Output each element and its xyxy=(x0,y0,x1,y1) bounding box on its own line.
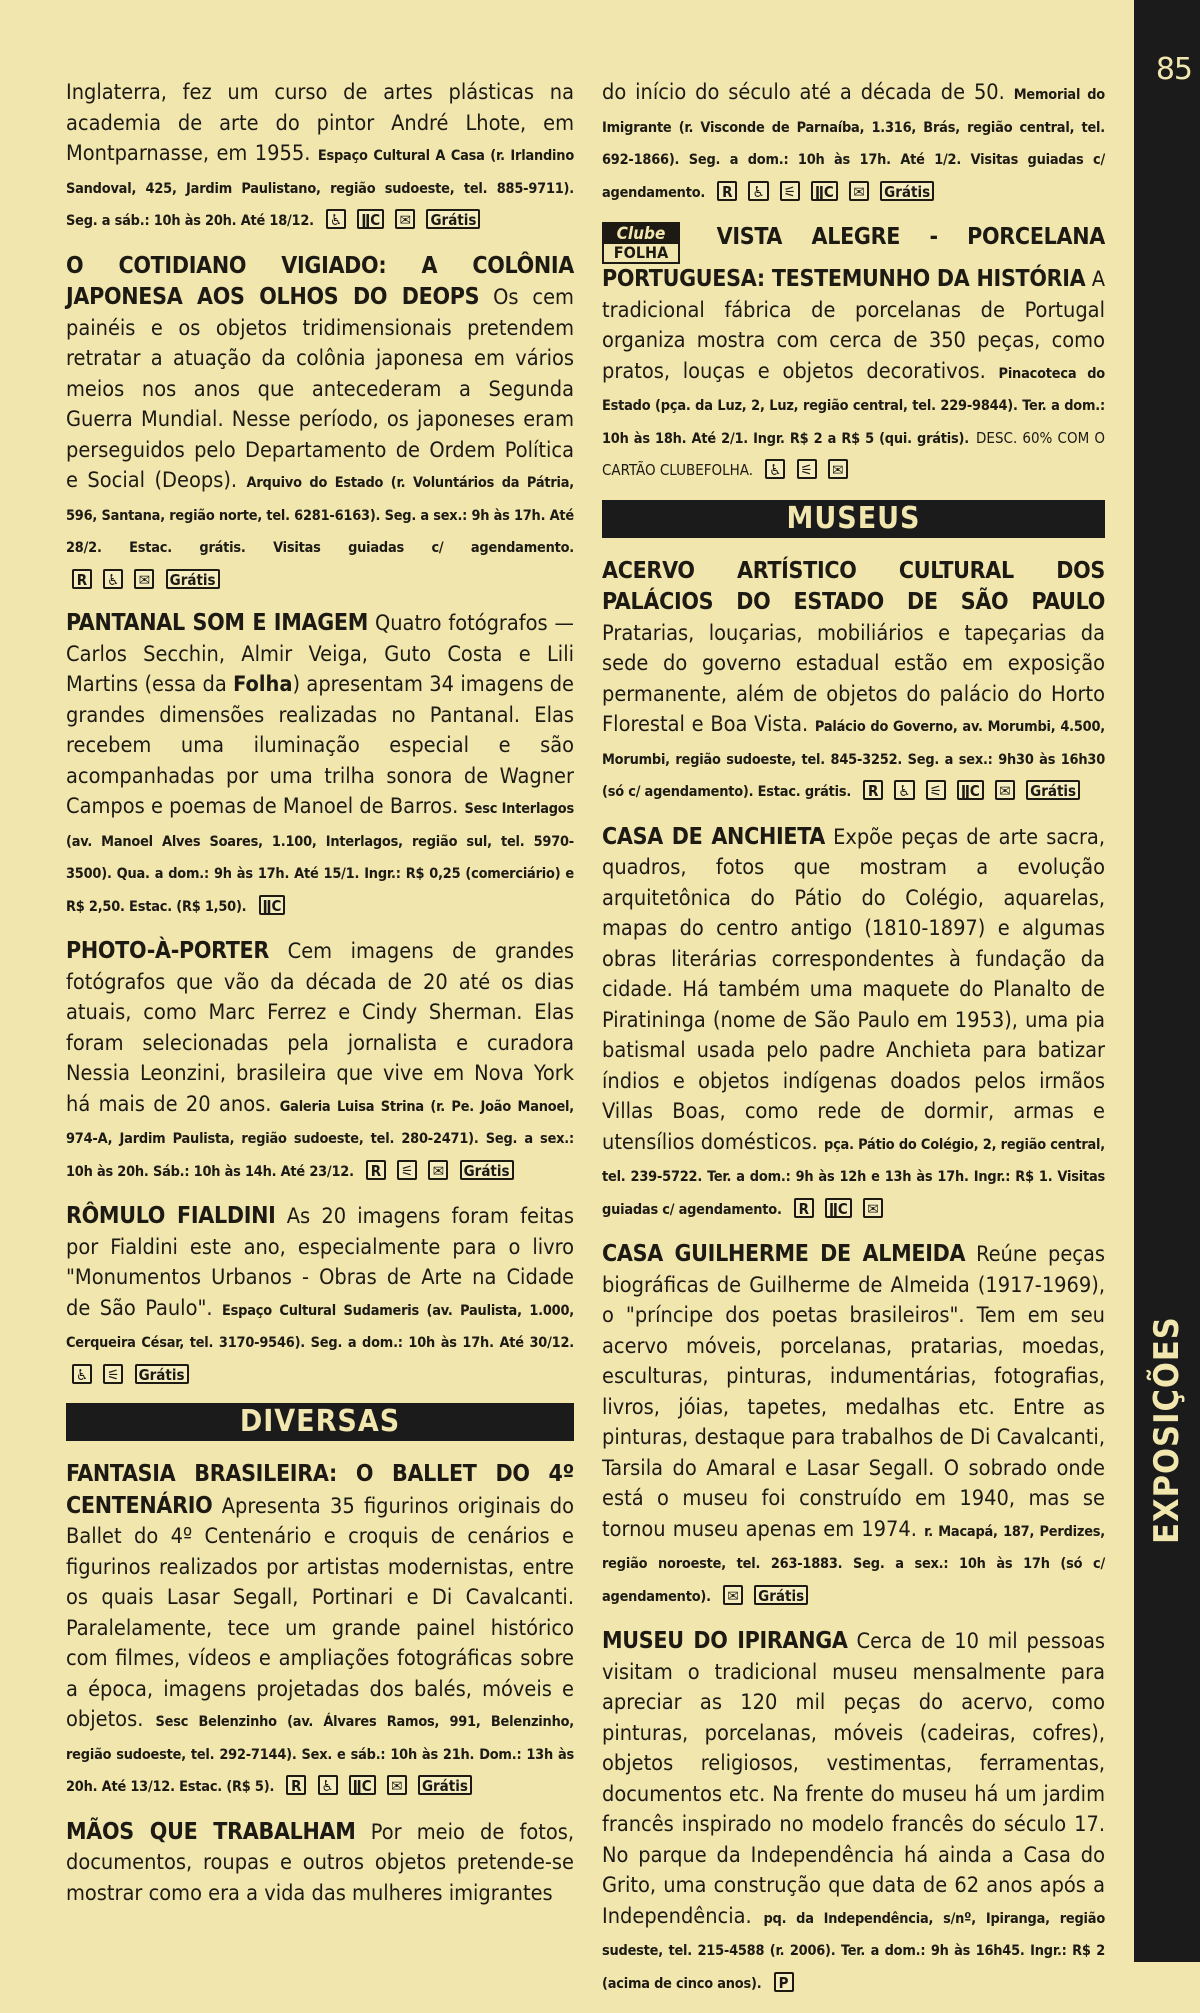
section-tab xyxy=(1138,1316,1196,1544)
logo-bottom: FOLHA xyxy=(613,243,669,262)
wheelchair-icon: ♿ xyxy=(748,181,768,201)
audio-icon: ǁC xyxy=(825,1198,852,1218)
entry-description: Por meio de fotos, documentos, roupas e outros objetos pretende-se mostrar como era a vida das mulheres imigrantes xyxy=(66,1819,574,1906)
wheelchair-icon: ♿ xyxy=(72,1364,92,1384)
category-banner: MUSEUS xyxy=(602,500,1105,538)
entry-venue: pça. Pátio do Colégio, 2, região central, tel. 239-5722. Ter. a dom.: 9h às 12h e 13h às 17h. Ingr.: R$ 1. Visitas guiadas c/ agendamento. xyxy=(602,1136,1106,1218)
mail-icon: ✉ xyxy=(723,1585,743,1605)
amenity-icons xyxy=(72,1361,194,1386)
entry-venue: Sesc Interlagos (av. Manoel Alves Soares, 1.100, Interlagos, região sul, tel. 5970-3500). Qua. a dom.: 9h às 17h. Até 15/1. Ingr.: R$ 0,25 (comerciário) e R$ 2,50. Estac. (R$ 1,50). xyxy=(66,801,575,915)
amenity-icons xyxy=(259,892,291,917)
audio-icon: ǁC xyxy=(957,780,984,800)
entry-venue: pq. da Independência, s/nº, Ipiranga, região sudeste, tel. 215-4588 (r. 2006). Ter. a dom.: 9h às 16h45. Ingr.: R$ 2 (acima de cinco anos). xyxy=(602,1910,1106,1992)
amenity-icons xyxy=(863,777,1085,802)
discount-note: DESC. 60% COM O CARTÃO CLUBEFOLHA. xyxy=(602,428,1106,479)
entry-description: Expõe peças de arte sacra, quadros, fotos que mostram a evolução arquitetônica do Pátio do Colégio, aquarelas, mapas do centro antigo (1810-1897) e algumas obras literárias correspondentes à fundação da cidade. Há também uma maquete do Planalto de Piratininga (nome de São Paulo em 1953), uma pia batismal usada pelo padre Anchieta para batizar índios e objetos indígenas doados pelos irmãos Villas Boas, como rede de dormir, armas e utensílios domésticos. xyxy=(602,824,1106,1155)
entry-title: ACERVO ARTÍSTICO CULTURAL DOS PALÁCIOS DO ESTADO DE SÃO PAULO xyxy=(602,557,1105,615)
free-icon: Grátis xyxy=(166,569,220,589)
accessibility-icon: ⚟ xyxy=(780,181,800,201)
entry-title: PHOTO-À-PORTER xyxy=(66,938,270,964)
listing-entry xyxy=(602,1239,1105,1612)
entry-description xyxy=(66,611,574,819)
entry-venue: Espaço Cultural A Casa (r. Irlandino Sandoval, 425, Jardim Paulistano, região sudoeste, tel. 885-9711). Seg. a sáb.: 10h às 20h. Até 18/12. xyxy=(66,148,575,229)
mail-icon: ✉ xyxy=(849,181,869,201)
entry-description: Reúne peças biográficas de Guilherme de Almeida (1917-1969), o "príncipe dos poetas brasileiros". Tem em seu acervo móveis, porcelanas, pratarias, moedas, esculturas, pinturas, indumentárias, fotografias, livros, jóias, tapetes, medalhas etc. Entre as pinturas, destaque para trabalhos de Di Cavalcanti, Tarsila do Amaral e Lasar Segall. O sobrado onde está o museu foi construído em 1940, mas se tornou museu apenas em 1974. xyxy=(602,1242,1105,1542)
amenity-icons xyxy=(286,1772,477,1797)
mail-icon: ✉ xyxy=(995,780,1015,800)
amenity-icons xyxy=(723,1582,813,1607)
listing-entry xyxy=(66,1817,574,1910)
audio-icon: ǁC xyxy=(259,895,286,915)
restaurant-icon: R xyxy=(717,181,737,201)
restaurant-icon: R xyxy=(794,1198,814,1218)
audio-icon: ǁC xyxy=(357,209,384,229)
entry-title: RÔMULO FIALDINI xyxy=(66,1203,276,1229)
mail-icon: ✉ xyxy=(863,1198,883,1218)
free-icon: Grátis xyxy=(754,1585,808,1605)
amenity-icons xyxy=(765,456,853,481)
entry-venue: Arquivo do Estado (r. Voluntários da Pátria, 596, Santana, região norte, tel. 6281-6163). Seg. a sex.: 9h às 17h. Até 28/2. Estac. grátis. Visitas guiadas c/ agendamento. xyxy=(66,475,575,556)
listing-entry xyxy=(602,556,1105,808)
category-banner: DIVERSAS xyxy=(66,1403,574,1441)
entry-description: Pratarias, louçarias, mobiliários e tapeçarias da sede do governo estadual estão em exposição permanente, além de objetos do palácio do Horto Florestal e Boa Vista. xyxy=(602,620,1105,737)
entry-description: do início do século até a década de 50. xyxy=(602,80,1005,105)
amenity-icons xyxy=(366,1157,519,1182)
logo-top: Clube xyxy=(604,224,678,244)
free-icon: Grátis xyxy=(460,1160,514,1180)
audio-icon: ǁC xyxy=(349,1775,376,1795)
entry-venue: Galeria Luisa Strina (r. Pe. João Manoel, 974-A, Jardim Paulista, região sudoeste, tel. 280-2471). Seg. a sex.: 10h às 20h. Sáb.: 10h às 14h. Até 23/12. xyxy=(66,1098,574,1180)
audio-icon: ǁC xyxy=(811,181,838,201)
amenity-icons xyxy=(717,178,939,203)
listing-entry xyxy=(66,251,574,595)
entry-title: O COTIDIANO VIGIADO: A COLÔNIA JAPONESA AOS OLHOS DO DEOPS xyxy=(66,252,574,310)
entry-title: PANTANAL SOM E IMAGEM xyxy=(66,610,369,636)
accessibility-icon: ⚟ xyxy=(103,1364,123,1384)
entry-title: VISTA ALEGRE - PORCELANA PORTUGUESA: TESTEMUNHO DA HISTÓRIA xyxy=(602,224,1105,292)
listing-entry xyxy=(66,608,574,922)
listing-entry xyxy=(66,78,574,237)
entry-description: Inglaterra, fez um curso de artes plásticas na academia de arte do pintor André Lhote, em Montparnasse, em 1955. xyxy=(66,80,574,166)
entry-title: CASA GUILHERME DE ALMEIDA xyxy=(602,1241,966,1267)
description-part: ) apresentam 34 imagens de grandes dimensões realizadas no Pantanal. Elas recebem uma iluminação especial e são acompanhadas por uma trilha sonora de Wagner Campos e poemas de Manoel de Barros. xyxy=(66,672,574,819)
entry-description: Apresenta 35 figurinos originais do Ballet do 4º Centenário e croquis de cenários e figurinos realizados por artistas modernistas, entre os quais Lasar Segall, Portinari e Di Cavalcanti. Paralelamente, tece um grande painel histórico com filmes, vídeos e ampliações fotográficas sobre a época, imagens projetadas dos balés, móveis e objetos. xyxy=(66,1493,575,1732)
page-number: 85 xyxy=(1155,52,1192,87)
left-column xyxy=(66,78,574,1923)
parking-icon: P xyxy=(774,1972,794,1992)
right-column xyxy=(602,78,1105,2013)
mail-icon: ✉ xyxy=(395,209,415,229)
amenity-icons xyxy=(326,206,485,231)
wheelchair-icon: ♿ xyxy=(326,209,346,229)
wheelchair-icon: ♿ xyxy=(765,459,785,479)
mail-icon: ✉ xyxy=(828,459,848,479)
restaurant-icon: R xyxy=(72,569,92,589)
entry-title: MÃOS QUE TRABALHAM xyxy=(66,1818,356,1845)
entry-title: MUSEU DO IPIRANGA xyxy=(602,1628,848,1654)
entry-title: CASA DE ANCHIETA xyxy=(602,823,825,850)
section-label: EXPOSIÇÕES xyxy=(1147,1316,1187,1544)
entry-title: FANTASIA BRASILEIRA: O BALLET DO 4º CENTENÁRIO xyxy=(66,1461,574,1519)
mail-icon: ✉ xyxy=(428,1160,448,1180)
amenity-icons xyxy=(72,566,225,591)
accessibility-icon: ⚟ xyxy=(797,459,817,479)
entry-venue: Palácio do Governo, av. Morumbi, 4.500, Morumbi, região sudoeste, tel. 845-3252. Seg. a sex.: 9h30 às 16h30 (só c/ agendamento). Estac. grátis. xyxy=(602,719,1105,800)
free-icon: Grátis xyxy=(426,209,480,229)
listing-entry xyxy=(66,1201,574,1389)
wheelchair-icon: ♿ xyxy=(318,1775,338,1795)
free-icon: Grátis xyxy=(880,181,934,201)
restaurant-icon: R xyxy=(863,780,883,800)
listing-entry xyxy=(602,78,1105,208)
listing-entry xyxy=(66,936,574,1187)
mail-icon: ✉ xyxy=(134,569,154,589)
accessibility-icon: ⚟ xyxy=(397,1160,417,1180)
entry-description: Cerca de 10 mil pessoas visitam o tradicional museu mensalmente para apreciar as 120 mil peças do acervo, como pinturas, porcelanas, móveis (cadeiras, cofres), objetos religiosos, vestimentas, ferramentas, documentos etc. Na frente do museu há um jardim francês inspirado no modelo francês do século 17. No parque da Independência há ainda a Casa do Grito, uma construção que data de 62 anos após a Independência. xyxy=(602,1629,1106,1929)
entry-venue: Sesc Belenzinho (av. Álvares Ramos, 991, Belenzinho, região sudoeste, tel. 292-7144). Sex. e sáb.: 10h às 21h. Dom.: 13h às 20h. Até 13/12. Estac. (R$ 5). xyxy=(66,1714,574,1795)
listing-entry xyxy=(602,1626,1105,1999)
page-sidebar xyxy=(1134,0,1200,1962)
newspaper-name: Folha xyxy=(233,672,293,697)
mail-icon: ✉ xyxy=(387,1775,407,1795)
amenity-icons xyxy=(794,1195,888,1220)
entry-description: As 20 imagens foram feitas por Fialdini este ano, especialmente para o livro "Monumentos Urbanos - Obras de Arte na Cidade de São Paulo". xyxy=(66,1204,575,1321)
wheelchair-icon: ♿ xyxy=(103,569,123,589)
clubefolha-logo xyxy=(602,222,680,264)
listing-entry xyxy=(602,822,1105,1226)
free-icon: Grátis xyxy=(418,1775,472,1795)
entry-venue: Espaço Cultural Sudameris (av. Paulista, 1.000, Cerqueira César, tel. 3170-9546). Seg. a dom.: 10h às 17h. Até 30/12. xyxy=(66,1302,575,1351)
entry-description: Os cem painéis e os objetos tridimensionais pretendem retratar a atuação da colônia japonesa em vários meios nos anos que antecederam a Segunda Guerra Mundial. Nesse período, os japoneses eram perseguidos pelo Departamento de Ordem Política e Social (Deops). xyxy=(66,285,574,493)
entry-venue: Pinacoteca do Estado (pça. da Luz, 2, Luz, região central, tel. 229-9844). Ter. a dom.: 10h às 18h. Até 2/1. Ingr. R$ 2 a R$ 5 (qui. grátis). xyxy=(602,365,1105,447)
description-part: Quatro fotógrafos —Carlos Secchin, Almir Veiga, Guto Costa e Lili Martins (essa da xyxy=(66,611,574,697)
wheelchair-icon: ♿ xyxy=(894,780,914,800)
entry-description: Cem imagens de grandes fotógrafos que vão da década de 20 até os dias atuais, como Marc Ferrez e Cindy Sherman. Elas foram selecionadas pela jornalista e curadora Nessia Leonzini, brasileira que vive em Nova York há mais de 20 anos. xyxy=(66,939,574,1117)
entry-description: A tradicional fábrica de porcelanas de Portugal organiza mostra com cerca de 350 peças, como pratos, louças e objetos decorativos. xyxy=(602,267,1106,384)
listing-entry xyxy=(66,1459,574,1803)
free-icon: Grátis xyxy=(1026,780,1080,800)
entry-venue: Memorial do Imigrante (r. Visconde de Parnaíba, 1.316, Brás, região central, tel. 692-1866). Seg. a dom.: 10h às 17h. Até 1/2. Visitas guiadas c/ agendamento. xyxy=(602,87,1106,201)
free-icon: Grátis xyxy=(135,1364,189,1384)
restaurant-icon: R xyxy=(366,1160,386,1180)
accessibility-icon: ⚟ xyxy=(926,780,946,800)
amenity-icons xyxy=(774,1969,799,1994)
listing-entry xyxy=(602,222,1105,486)
entry-venue: r. Macapá, 187, Perdizes, região noroeste, tel. 263-1883. Seg. a sex.: 10h às 17h (só c/ agendamento). xyxy=(602,1523,1106,1605)
restaurant-icon: R xyxy=(286,1775,306,1795)
